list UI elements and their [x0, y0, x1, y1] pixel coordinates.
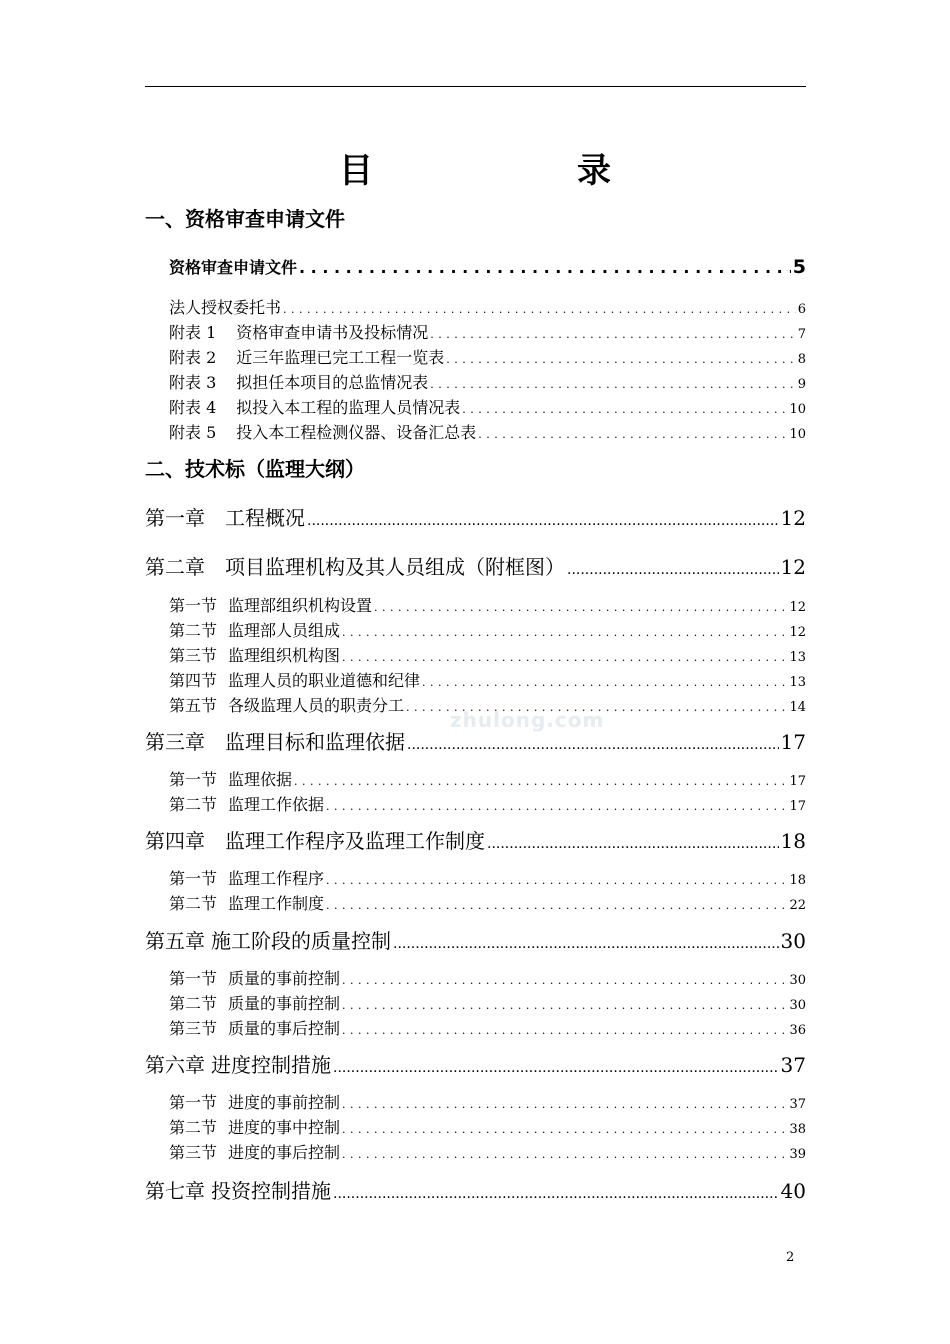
toc-chapter[interactable]	[145, 1175, 806, 1204]
section-num: 第一节	[169, 869, 218, 888]
toc-entry-lead[interactable]	[169, 255, 806, 278]
chapter-num: 第一章	[145, 506, 205, 530]
section-label: 进度的事中控制	[228, 1118, 341, 1137]
section-num: 第二节	[169, 894, 218, 913]
dot-leader	[342, 969, 787, 988]
toc-section[interactable]	[169, 1140, 806, 1163]
toc-chapter[interactable]	[145, 825, 806, 854]
toc-chapter[interactable]	[145, 502, 806, 531]
toc-section[interactable]	[169, 593, 806, 616]
section-label: 各级监理人员的职责分工	[228, 696, 405, 715]
toc-chapter[interactable]	[145, 551, 806, 580]
dot-leader	[462, 398, 787, 417]
toc-section[interactable]	[169, 767, 806, 790]
toc-page: 30	[789, 973, 806, 988]
chapter-label: 工程概况	[225, 506, 305, 530]
part1-heading: 一、资格审查申请文件	[145, 207, 345, 231]
toc-section[interactable]	[169, 693, 806, 716]
section-num: 第二节	[169, 795, 218, 814]
section-num: 第四节	[169, 671, 218, 690]
toc-entry-appendix[interactable]	[169, 295, 806, 318]
toc-section[interactable]	[169, 1090, 806, 1113]
toc-prefix: 附表 5	[169, 423, 217, 442]
toc-section[interactable]	[169, 891, 806, 914]
toc-page: 13	[789, 675, 806, 690]
section-label: 质量的事后控制	[228, 1019, 341, 1038]
toc-label: 资格审查申请书及投标情况	[236, 323, 429, 342]
toc-section[interactable]	[169, 1115, 806, 1138]
dot-leader	[333, 1053, 779, 1077]
section-label: 监理工作依据	[228, 795, 325, 814]
toc-section[interactable]	[169, 618, 806, 641]
toc-page: 12	[780, 506, 806, 530]
toc-section[interactable]	[169, 966, 806, 989]
dot-leader	[326, 894, 787, 913]
chapter-num: 第六章	[145, 1053, 205, 1077]
toc-entry-appendix[interactable]	[169, 345, 806, 368]
section-label: 监理依据	[228, 770, 293, 789]
dot-leader	[333, 1179, 779, 1203]
section-num: 第三节	[169, 1019, 218, 1038]
page-number: 2	[786, 1250, 795, 1265]
toc-prefix: 附表 2	[169, 348, 217, 367]
header-rule	[145, 86, 806, 87]
chapter-num: 第二章	[145, 555, 205, 579]
section-label: 进度的事前控制	[228, 1093, 341, 1112]
toc-label: 资格审查申请文件	[169, 258, 298, 277]
toc-page: 9	[797, 377, 806, 392]
section-num: 第二节	[169, 621, 218, 640]
dot-leader	[487, 829, 779, 853]
dot-leader	[326, 795, 787, 814]
section-label: 监理工作程序	[228, 869, 325, 888]
dot-leader	[342, 1118, 787, 1137]
watermark: zhulong.com	[450, 708, 605, 732]
section-num: 第一节	[169, 596, 218, 615]
section-num: 第五节	[169, 696, 218, 715]
toc-page: 17	[789, 774, 806, 789]
chapter-num: 第三章	[145, 730, 205, 754]
toc-page: 17	[789, 799, 806, 814]
toc-page: 38	[789, 1122, 806, 1137]
toc-page: 18	[780, 829, 806, 853]
toc-page: 10	[789, 402, 806, 417]
toc-label: 近三年监理已完工工程一览表	[236, 348, 445, 367]
dot-leader	[294, 770, 787, 789]
dot-leader	[406, 696, 787, 715]
toc-entry-appendix[interactable]	[169, 320, 806, 343]
toc-entry-appendix[interactable]	[169, 420, 806, 443]
toc-page: 5	[792, 256, 806, 278]
dot-leader	[374, 596, 787, 615]
dot-leader	[283, 298, 796, 317]
toc-section[interactable]	[169, 866, 806, 889]
toc-page: 18	[789, 873, 806, 888]
toc-section[interactable]	[169, 1016, 806, 1039]
dot-leader	[342, 1093, 787, 1112]
toc-page: 12	[789, 600, 806, 615]
toc-chapter[interactable]	[145, 1049, 806, 1078]
toc-page: 30	[780, 929, 806, 953]
toc-page: 39	[789, 1147, 806, 1162]
toc-section[interactable]	[169, 643, 806, 666]
section-num: 第二节	[169, 1118, 218, 1137]
dot-leader	[407, 730, 779, 754]
section-num: 第三节	[169, 646, 218, 665]
toc-page: 13	[789, 650, 806, 665]
part2-heading: 二、技术标（监理大纲）	[145, 457, 365, 481]
dot-leader	[342, 1019, 787, 1038]
toc-prefix: 附表 3	[169, 373, 217, 392]
dot-leader	[567, 555, 779, 579]
toc-chapter[interactable]	[145, 925, 806, 954]
dot-leader	[446, 348, 795, 367]
toc-prefix: 附表 4	[169, 398, 217, 417]
chapter-label: 施工阶段的质量控制	[211, 929, 391, 953]
section-num: 第一节	[169, 770, 218, 789]
chapter-label: 进度控制措施	[211, 1053, 331, 1077]
toc-page: 17	[780, 730, 806, 754]
toc-label: 拟担任本项目的总监情况表	[236, 373, 429, 392]
dot-leader	[307, 506, 779, 530]
chapter-label: 监理工作程序及监理工作制度	[225, 829, 485, 853]
toc-chapter[interactable]	[145, 726, 806, 755]
toc-page: 12	[780, 555, 806, 579]
toc-label: 拟投入本工程的监理人员情况表	[236, 398, 461, 417]
page-title: 目 录	[339, 151, 696, 191]
section-label: 监理工作制度	[228, 894, 325, 913]
toc-page: 22	[789, 898, 806, 913]
dot-leader	[299, 258, 791, 277]
toc-page: 6	[797, 302, 806, 317]
dot-leader	[342, 1143, 787, 1162]
dot-leader	[342, 621, 787, 640]
toc-page: 36	[789, 1023, 806, 1038]
toc-page: 7	[797, 327, 806, 342]
chapter-label: 项目监理机构及其人员组成（附框图）	[225, 555, 565, 579]
toc-page: 12	[789, 625, 806, 640]
section-num: 第二节	[169, 994, 218, 1013]
chapter-num: 第四章	[145, 829, 205, 853]
section-label: 监理部组织机构设置	[228, 596, 373, 615]
dot-leader	[478, 423, 787, 442]
toc-page: 14	[789, 700, 806, 715]
toc-page: 37	[780, 1053, 806, 1077]
toc-section[interactable]	[169, 668, 806, 691]
dot-leader	[342, 646, 787, 665]
toc-label: 法人授权委托书	[169, 298, 282, 317]
dot-leader	[422, 671, 787, 690]
toc-entry-appendix[interactable]	[169, 395, 806, 418]
section-label: 监理人员的职业道德和纪律	[228, 671, 421, 690]
toc-label: 投入本工程检测仪器、设备汇总表	[236, 423, 477, 442]
section-num: 第三节	[169, 1143, 218, 1162]
toc-page: 30	[789, 998, 806, 1013]
toc-entry-appendix[interactable]	[169, 370, 806, 393]
toc-page: 8	[797, 352, 806, 367]
dot-leader	[430, 373, 795, 392]
toc-prefix: 附表 1	[169, 323, 217, 342]
chapter-num: 第七章	[145, 1179, 205, 1203]
dot-leader	[393, 929, 779, 953]
toc-page: 10	[789, 427, 806, 442]
toc-section[interactable]	[169, 991, 806, 1014]
section-num: 第一节	[169, 1093, 218, 1112]
section-num: 第一节	[169, 969, 218, 988]
chapter-label: 监理目标和监理依据	[225, 730, 405, 754]
dot-leader	[342, 994, 787, 1013]
toc-page: 37	[789, 1097, 806, 1112]
section-label: 进度的事后控制	[228, 1143, 341, 1162]
toc-section[interactable]	[169, 792, 806, 815]
dot-leader	[326, 869, 787, 888]
section-label: 监理部人员组成	[228, 621, 341, 640]
chapter-num: 第五章	[145, 929, 205, 953]
section-label: 监理组织机构图	[228, 646, 341, 665]
section-label: 质量的事前控制	[228, 969, 341, 988]
toc-page: 40	[780, 1179, 806, 1203]
chapter-label: 投资控制措施	[211, 1179, 331, 1203]
dot-leader	[430, 323, 795, 342]
section-label: 质量的事前控制	[228, 994, 341, 1013]
